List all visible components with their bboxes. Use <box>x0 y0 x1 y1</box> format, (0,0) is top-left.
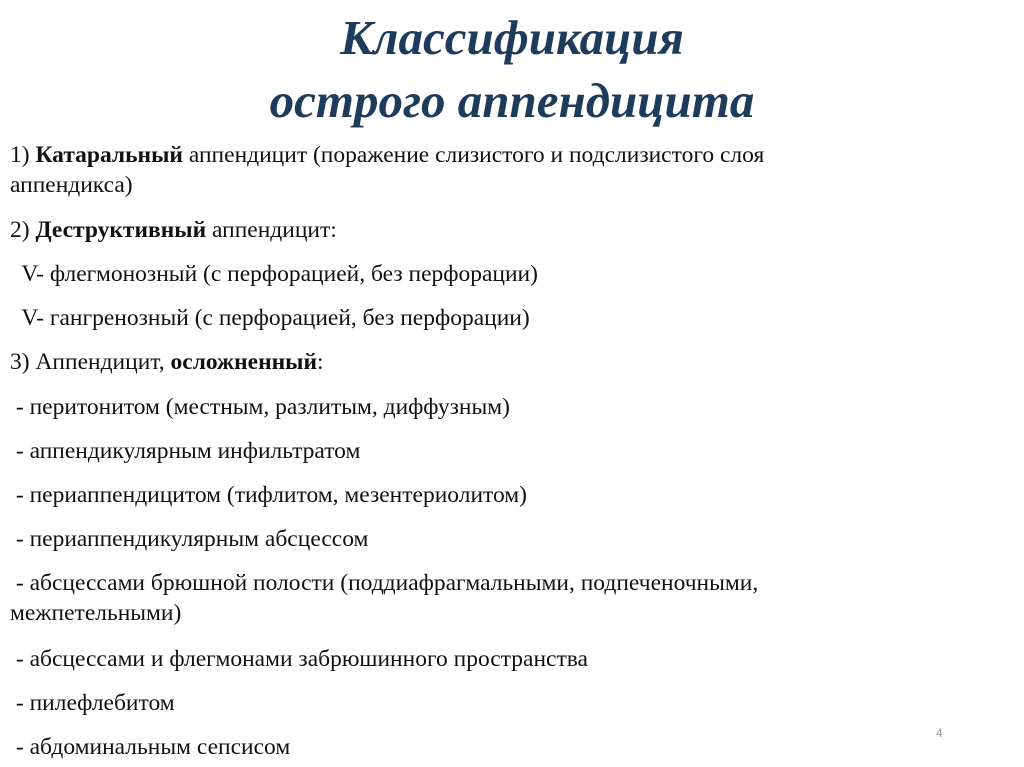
subitem-phlegmonous: V- флегмонозный (с перфорацией, без перфорации) <box>10 261 538 287</box>
item-complicated <box>10 348 324 376</box>
complication-pylephlebitis: - пилефлебитом <box>10 690 175 716</box>
item-number: 1) <box>10 142 36 168</box>
complication-abscess: - периаппендикулярным абсцессом <box>10 526 369 552</box>
title-line-1: Классификация <box>340 10 684 65</box>
item-destructive <box>10 216 337 244</box>
complication-abdominal-abscesses-continued: межпетельными) <box>10 600 182 626</box>
item-term: Деструктивный <box>35 217 207 243</box>
item-text: аппендицит (поражение слизистого и подслизистого слоя <box>182 142 765 168</box>
item-number: 2) <box>10 217 36 243</box>
item-number: 3) Аппендицит, <box>10 349 171 375</box>
item-text: : <box>317 349 324 375</box>
title-line-2: острого аппендицита <box>269 73 755 128</box>
complication-peritonitis: - перитонитом (местным, разлитым, диффузным) <box>10 394 510 420</box>
item-catarrhal-continued: аппендикса) <box>10 172 133 198</box>
complication-infiltrate: - аппендикулярным инфильтратом <box>10 438 361 464</box>
item-catarrhal <box>10 141 764 169</box>
complication-periappendicitis: - периаппендицитом (тифлитом, мезентериолитом) <box>10 482 527 508</box>
complication-abdominal-abscesses: - абсцессами брюшной полости (поддиафрагмальными, подпеченочными, <box>10 570 759 596</box>
complication-sepsis: - абдоминальным сепсисом <box>10 734 291 760</box>
item-term: Катаральный <box>35 142 183 168</box>
item-term: осложненный <box>170 349 318 375</box>
subitem-gangrenous: V- гангренозный (с перфорацией, без перфорации) <box>10 305 530 331</box>
slide-title <box>0 6 1024 132</box>
item-text: аппендицит: <box>206 217 337 243</box>
page-number: 4 <box>936 726 943 740</box>
complication-retroperitoneal: - абсцессами и флегмонами забрюшинного пространства <box>10 646 588 672</box>
